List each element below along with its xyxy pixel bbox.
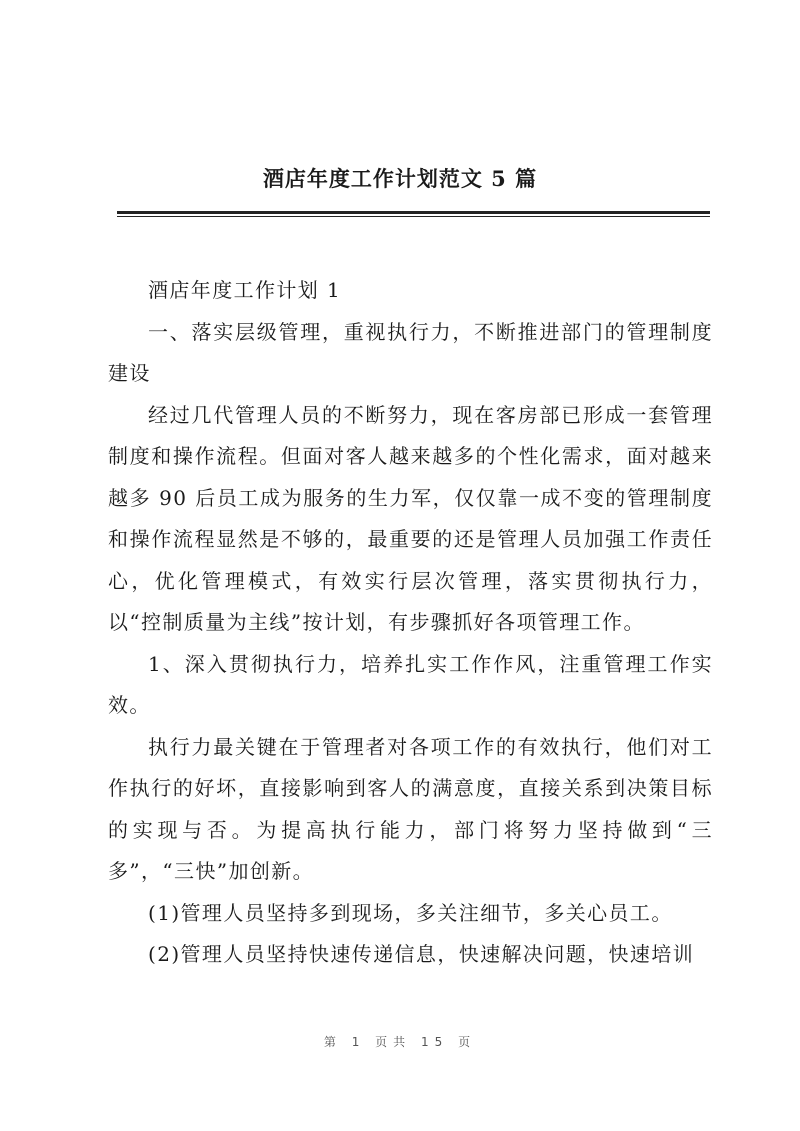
title-divider-thick bbox=[117, 211, 710, 214]
list-item: (1)管理人员坚持多到现场，多关注细节，多关心员工。 bbox=[148, 900, 673, 925]
body-paragraph: 经过几代管理人员的不断努力，现在客房部已形成一套管理制度和操作流程。但面对客人越来越多的个性化需求，面对越来越多 90 后员工成为服务的生力军，仅仅靠一成不变的管理制度和操作流程显然是不够的，最重要的还是管理人员加强工作责任心，优化管理模式，有效实行层次管理，落实贯彻执行力，以“控制质量为主线”按计划，有步骤抓好各项管理工作。 bbox=[108, 402, 713, 634]
list-item: (2)管理人员坚持快速传递信息，快速解决问题，快速培训 bbox=[148, 942, 695, 966]
page-number: 第 1 页共 15 页 bbox=[323, 1035, 477, 1049]
numbered-item: 1、深入贯彻执行力，培养扎实工作作风，注重管理工作实效。 bbox=[108, 651, 713, 717]
document-title: 酒店年度工作计划范文 5 篇 bbox=[262, 166, 538, 191]
title-divider-thin bbox=[117, 216, 710, 217]
section-heading: 酒店年度工作计划 1 bbox=[148, 278, 342, 302]
body-paragraph: 执行力最关键在于管理者对各项工作的有效执行，他们对工作执行的好坏，直接影响到客人的满意度，直接关系到决策目标的实现与否。为提高执行能力，部门将努力坚持做到“三多”，“三快”加创新。 bbox=[108, 734, 713, 883]
subsection-heading: 一、落实层级管理，重视执行力，不断推进部门的管理制度建设 bbox=[108, 319, 713, 385]
document-body bbox=[108, 270, 713, 976]
